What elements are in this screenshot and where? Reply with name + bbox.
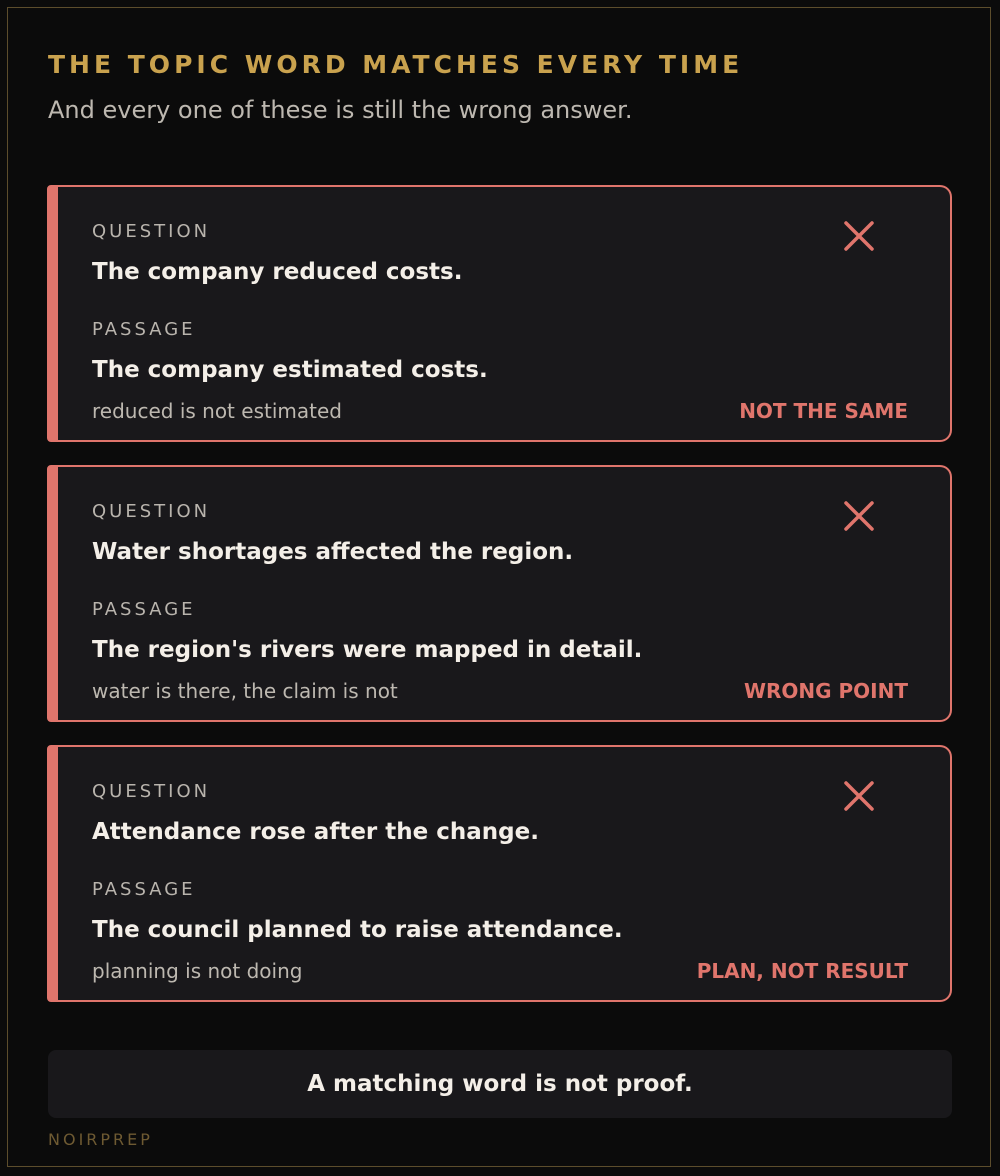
example-card [47, 745, 952, 1002]
explanation-note: reduced is not estimated [92, 399, 342, 423]
close-icon [842, 779, 876, 813]
question-text: The company reduced costs. [92, 259, 463, 285]
explanation-note: planning is not doing [92, 959, 303, 983]
question-text: Water shortages affected the region. [92, 539, 574, 565]
question-label: QUESTION [92, 501, 211, 522]
passage-text: The region's rivers were mapped in detail. [92, 637, 643, 663]
verdict-label: PLAN, NOT RESULT [696, 959, 908, 983]
takeaway-banner [48, 1050, 952, 1118]
passage-label: PASSAGE [92, 599, 196, 620]
question-label: QUESTION [92, 781, 211, 802]
passage-label: PASSAGE [92, 319, 196, 340]
close-icon [842, 499, 876, 533]
explanation-note: water is there, the claim is not [92, 679, 398, 703]
brand-logo: NOIRPREP [48, 1130, 153, 1149]
verdict-label: NOT THE SAME [739, 399, 908, 423]
passage-text: The council planned to raise attendance. [92, 917, 623, 943]
passage-label: PASSAGE [92, 879, 196, 900]
page-title: THE TOPIC WORD MATCHES EVERY TIME [48, 50, 744, 79]
question-label: QUESTION [92, 221, 211, 242]
example-card [47, 185, 952, 442]
verdict-label: WRONG POINT [743, 679, 908, 703]
takeaway-text: A matching word is not proof. [307, 1071, 693, 1097]
passage-text: The company estimated costs. [92, 357, 488, 383]
page-subtitle: And every one of these is still the wrong answer. [48, 96, 633, 124]
example-card [47, 465, 952, 722]
question-text: Attendance rose after the change. [92, 819, 539, 845]
close-icon [842, 219, 876, 253]
